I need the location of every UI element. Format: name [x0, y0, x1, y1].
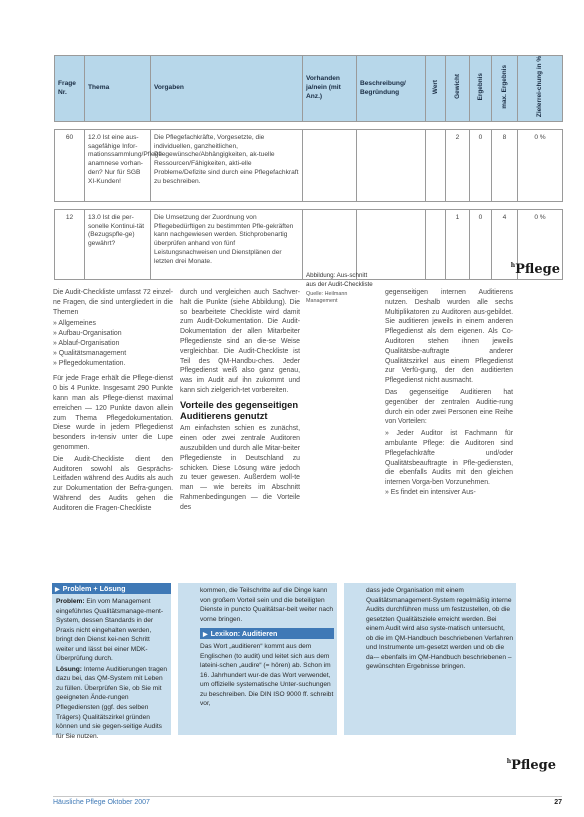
cell-gewicht: 2	[446, 130, 470, 202]
article-column-2	[180, 288, 300, 515]
cell-ergebnis: 0	[470, 210, 492, 280]
table-spacer	[55, 202, 563, 210]
box-body	[178, 583, 337, 709]
paragraph: kommen, die Teilschritte auf die Dinge kann von großem Vorteil sein und die beteiligten Dienste in puncto Qualitätsar-beit weiter nach vorne bringen.	[200, 587, 334, 623]
header-gewicht: Gewicht	[446, 56, 470, 122]
article-column-1	[53, 288, 173, 516]
audit-checklist-table	[54, 55, 563, 280]
pflege-logo: $^h$Pflege	[510, 262, 560, 277]
cell-max-ergebnis: 4	[492, 210, 518, 280]
box-heading: ▶ Problem + Lösung	[52, 583, 171, 594]
header-beschreibung: Beschreibung/ Begründung	[357, 56, 426, 122]
cell-beschreibung	[357, 130, 426, 202]
header-wert: Wert	[426, 56, 446, 122]
arrow-right-icon: ▶	[55, 587, 60, 593]
solution-paragraph: Lösung: Interne Auditierungen tragen dazu bei, das QM-System mit Leben zu füllen. Überprüfen Sie, ob Sie mit geeigneten Ände-rungen Pflegediensten (ggf. des selben Trägers) Qualitätszirkel gründen können und sie gegen-seitige Audits für Sie nutzen.	[56, 665, 168, 740]
paragraph: Für jede Frage erhält die Pflege-dienst 0 bis 4 Punkte. Insgesamt 290 Punkte kann man als Pflege-dienst maximal erreichen — 120 Punkte davon allein zum Thema Pflegedokumentation. Diese wurde in jedem Pflegedienst besonders in-tensiv unter die Lupe genommen.	[53, 375, 173, 451]
article-column-3	[385, 288, 513, 498]
header-ergebnis: Ergebnis	[470, 56, 492, 122]
cell-nr: 12	[55, 210, 85, 280]
topic-list	[53, 319, 173, 368]
paragraph: dass jede Organisation mit einem Qualitätsmanagement-System regelmäßig interne Audits durchführen muss um festzustellen, ob die gesetzten Qualitätsziele erreicht werden. Bei einem Audit wird also syste-matisch untersucht, ob die im QM-Handbuch beschriebenen Verfahren und Instrumente um-gesetzt werden und ob die da-– ebenfalls im QM-Handbuch beschriebenen – gewünschten Ergebnisse bringen.	[366, 587, 513, 671]
cell-beschreibung	[357, 210, 426, 280]
header-vorgaben: Vorgaben	[151, 56, 303, 122]
lexikon-box	[178, 583, 337, 735]
cell-vorhanden	[303, 210, 357, 280]
box-heading: ▶ Lexikon: Auditieren	[200, 628, 334, 639]
paragraph: Die Audit-Checkliste umfasst 72 einzel-ne Fragen, die sind untergliedert in die Themen	[53, 289, 173, 316]
cell-vorhanden	[303, 130, 357, 202]
section-heading: Vorteile des gegenseitigen Auditierens genutzt	[180, 398, 299, 421]
table-spacer	[55, 122, 563, 130]
cell-thema: 12.0 Ist eine aus-sagefähige Infor-mationssammlung/Pflege-anamnese vorhan-den? Nur für SGB XI-Kunden!	[85, 130, 151, 202]
paragraph: Das Wort „auditieren“ kommt aus dem Englischen (to audit) und leitet sich aus dem lateini-schen „audire“ (= hören) ab. Schon im 16. Jahrhundert wur-de das Wort verwendet, um offizielle systematische Unter-suchungen zu beschreiben. Die DIN ISO 9000 ff. schreibt vor,	[200, 643, 334, 708]
paragraph: Das gegenseitige Auditieren hat gegenüber der zentralen Auditie-rung durch ein oder zwei Personen eine Reihe von Vorteilen:	[385, 388, 513, 426]
problem-paragraph: Problem: Ein vom Management eingeführtes Qualitätsmanage-ment-System, dessen Standards in der Praxis nicht eingehalten werden, bringt den Dienst kei-nen Schritt weiter und lässt bei einer MDK-Überprüfung durch.	[56, 598, 164, 663]
header-zielerreichung: Zielerrei-chung in %	[518, 56, 563, 122]
header-frage: Frage Nr.	[55, 56, 85, 122]
box-body	[52, 594, 171, 741]
advantages-list	[385, 429, 513, 498]
cell-gewicht: 1	[446, 210, 470, 280]
cell-ergebnis: 0	[470, 130, 492, 202]
page-footer	[53, 796, 562, 806]
paragraph: Die Audit-Checkliste dient den Auditoren sowohl als Gesprächs-Leitfaden während des Audits als auch zur Dokumentation der Befra-gungen. Während des Audits gehen die Auditoren die Fragen-Checkliste	[53, 455, 173, 512]
header-max-ergebnis: max. Ergebnis	[492, 56, 518, 122]
cell-thema: 13.0 Ist die per-sonelle Kontinui-tät (Bezugspfle-ge) gewährt?	[85, 210, 151, 280]
caption-title: Abbildung: Aus-schnitt aus der Audit-Checkliste	[306, 272, 373, 288]
box-body	[344, 583, 516, 672]
cell-wert	[426, 130, 446, 202]
list-item: » Qualitätsmanagement	[53, 349, 173, 359]
table-row	[55, 130, 563, 202]
cell-max-ergebnis: 8	[492, 130, 518, 202]
list-item: » Pflegedokumentation.	[53, 359, 173, 369]
cell-nr: 60	[55, 130, 85, 202]
cell-ziel: 0 %	[518, 130, 563, 202]
cell-vorgaben: Die Umsetzung der Zuordnung von Pflegebedürftigen zu bestimmten Pfle-gekräften kann nachgewiesen werden. Stichprobenartig überprüfen anhand von fünf Leistungsnachweisen und Dienstplänen der letzten drei Monate.	[151, 210, 303, 280]
list-item: » Jeder Auditor ist Fachmann für ambulante Pflege: die Auditoren sind Pflegefachkräfte und/oder Qualitätsbeauftragte in Pfle-gediensten, die ebenfalls Audits mit den gleichen internen Vorga-ben Vorzunehmen.	[385, 429, 513, 488]
list-item: » Allgemeines	[53, 319, 173, 329]
cell-ziel: 0 %	[518, 210, 563, 280]
list-item: » Aufbau-Organisation	[53, 329, 173, 339]
list-item: » Es findet ein intensiver Aus-	[385, 488, 513, 498]
table-row	[55, 210, 563, 280]
paragraph: Am einfachsten schien es zunächst, einen oder zwei zentrale Auditoren auszubilden und durch alle Mitar-beiter Pflegedienste in Deutschland zu schicken. Diese Lösung wäre jedoch zu teuer gewesen. Außerdem woll-te man — wie bereits im Abschnitt Rahmenbedingungen — die Vorteile des	[180, 425, 300, 511]
caption-source: Quelle: Heilmann Management	[306, 290, 348, 305]
table-header-row	[55, 56, 563, 122]
problem-solution-box	[52, 583, 171, 740]
header-vorhanden: Vorhanden ja/nein (mit Anz.)	[303, 56, 357, 122]
page-number: 27	[554, 799, 562, 806]
paragraph: gegenseitigen internen Auditierens nutzen. Deshalb wurden alle sechs Multiplikatoren zu Auditoren aus-gebildet. Sie auditieren jeweils in einem anderen Pflegedienst als dem eigenen. Als Co-Auditoren stehen ihnen jeweils Qualitätsbe-auftragte anderer Qualitätszirkel aus einem Pflegedienst zur Verfü-gung, der den auditierten Pflegedienst nicht ausmacht.	[385, 289, 513, 385]
cell-wert	[426, 210, 446, 280]
footer-publication: Häusliche Pflege Oktober 2007	[53, 799, 150, 806]
cell-vorgaben: Die Pflegefachkräfte, Vorgesetzte, die individuellen, ganzheitlichen, Pflegewünsche/Abhängigkeiten, ak-tuelle Ressourcen/Fähigkeiten, akti-elle Probleme/Defizite sind durch eine Pflegefachkraft zu beschreiben.	[151, 130, 303, 202]
lexikon-box-continued	[344, 583, 516, 735]
arrow-right-icon: ▶	[203, 632, 208, 639]
header-thema: Thema	[85, 56, 151, 122]
paragraph: durch und vergleichen auch Sachver-halt die Punkte (siehe Abbildung). Die so bearbeitete Checkliste wird damit zum Audit-Dokumentation. Die Audit-Dokumentation der allen Mitarbeiter Pflegedienste sind an die-se Weise vergleichbar. Die Audit-Checkliste ist Teil des QM-Handbu-ches. Jeder Pflegedienst weiß also ganz genau, was im Audit auf ihn zukommt und kann sich zielgerich-tet vorbereiten.	[180, 289, 300, 394]
figure-caption	[306, 272, 374, 306]
pflege-logo: $^h$Pflege	[506, 758, 556, 773]
list-item: » Ablauf-Organisation	[53, 339, 173, 349]
